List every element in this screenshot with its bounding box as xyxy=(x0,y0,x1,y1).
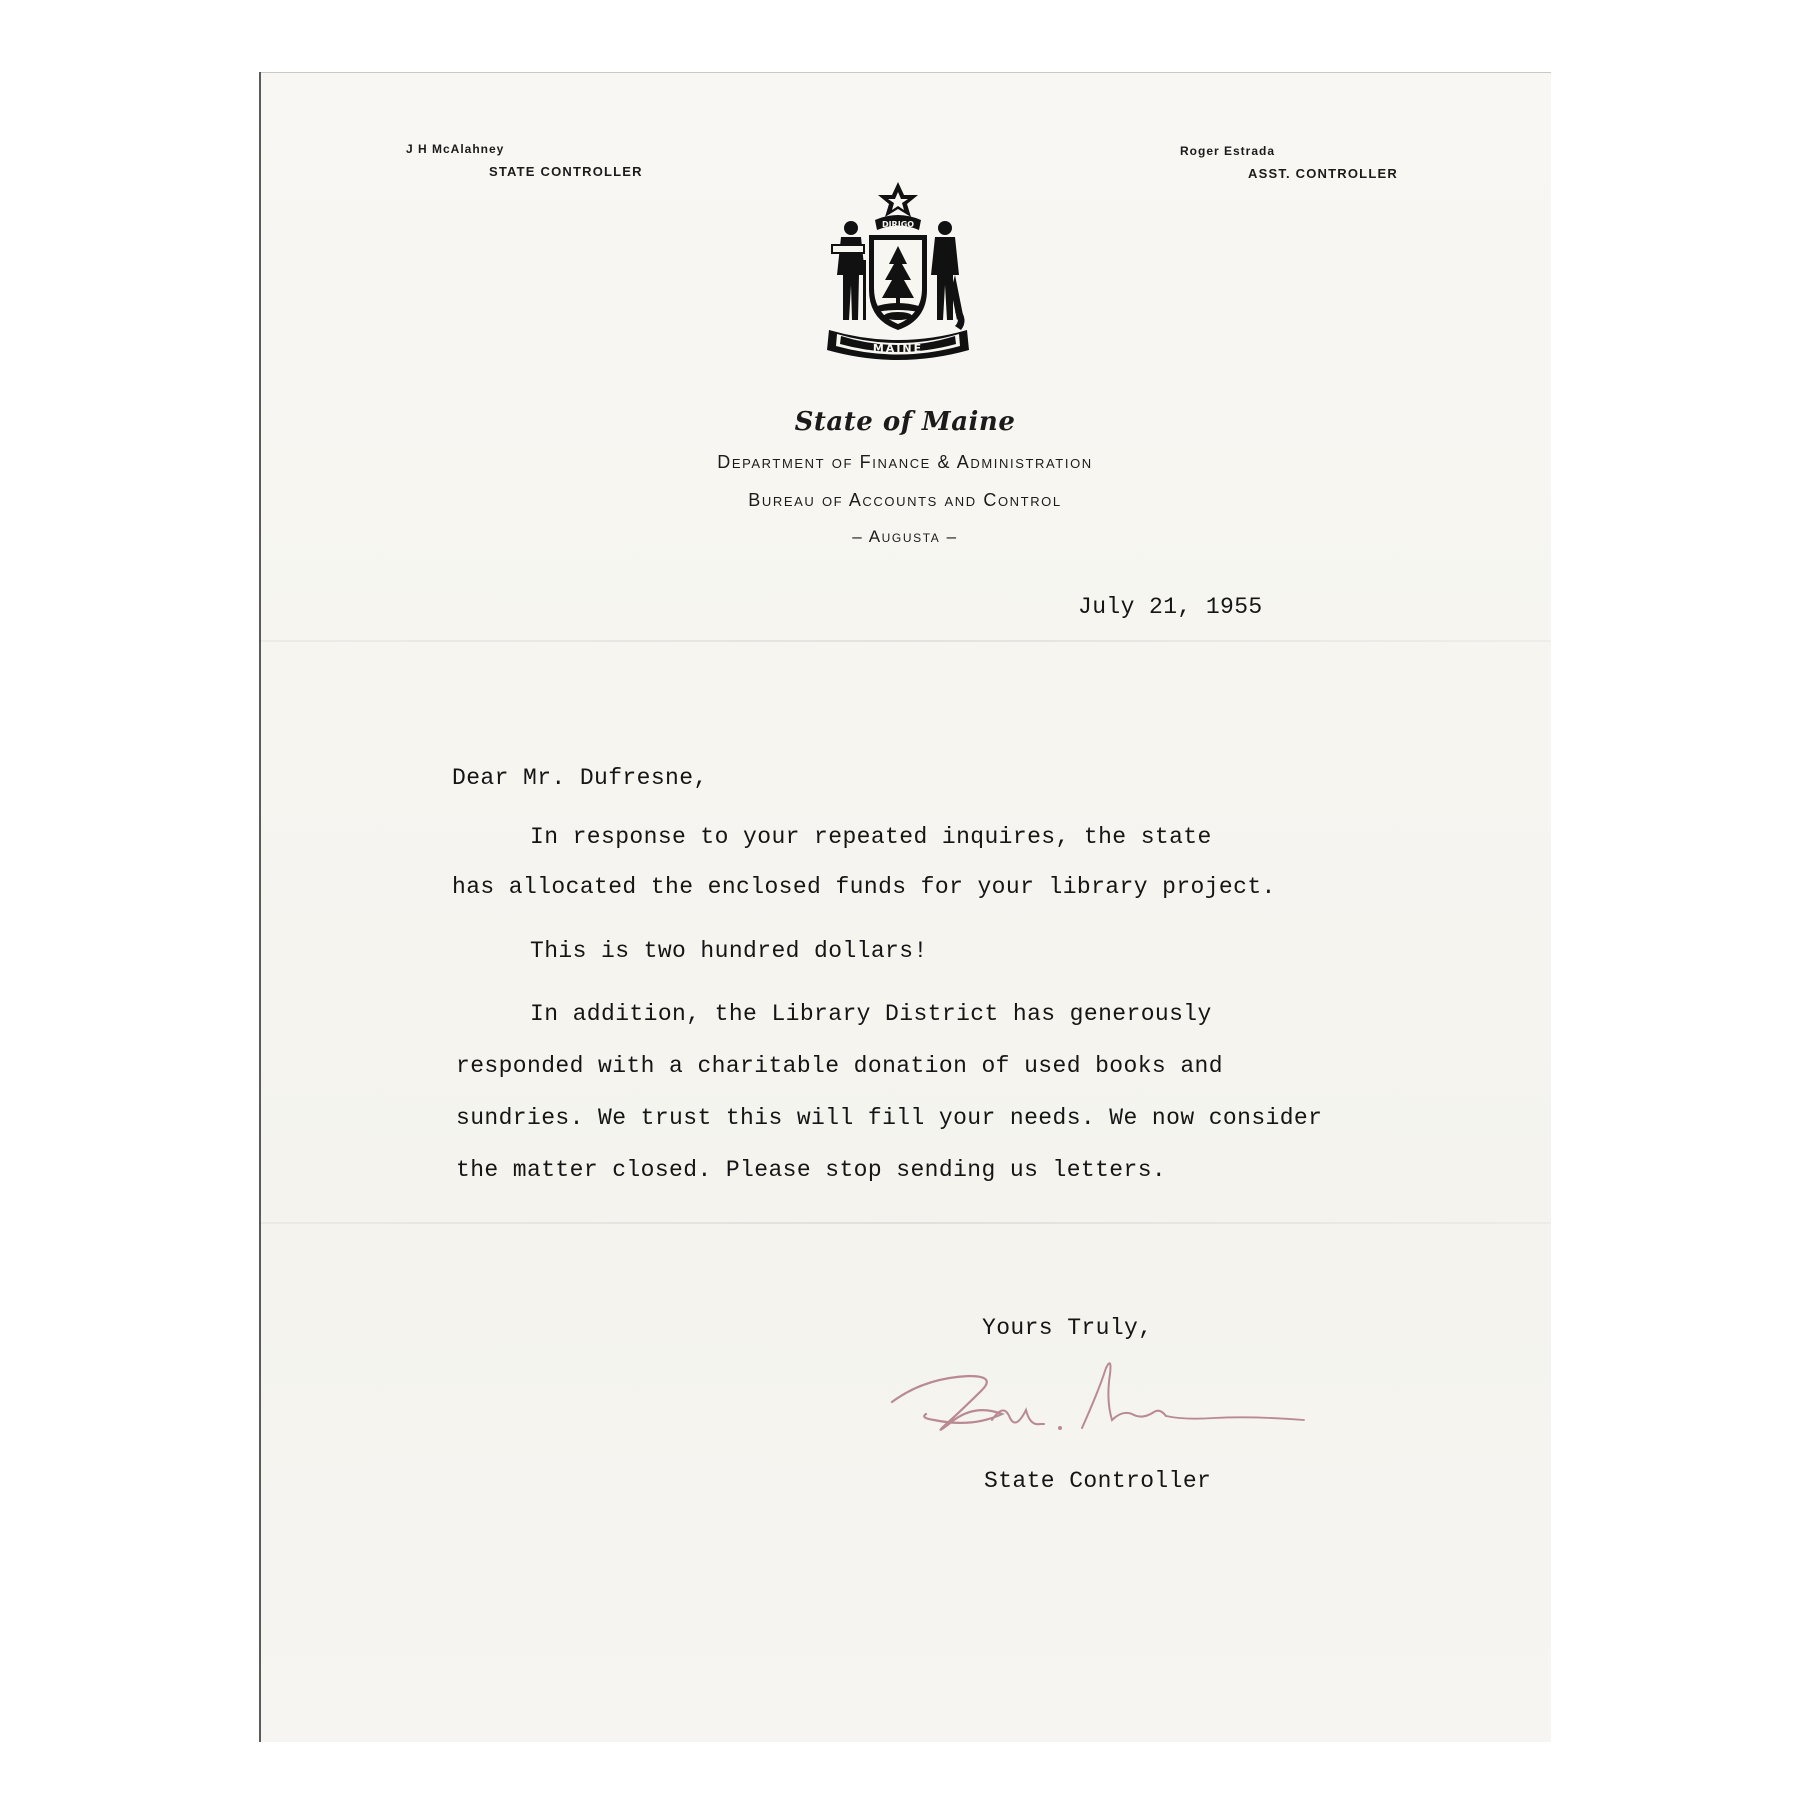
asst-controller-title: ASST. CONTROLLER xyxy=(1248,166,1398,181)
body-line: This is two hundred dollars! xyxy=(530,938,928,964)
paper-fold-line xyxy=(259,1222,1551,1224)
closing: Yours Truly, xyxy=(982,1315,1153,1341)
letter-date: July 21, 1955 xyxy=(1078,594,1263,620)
body-line: the matter closed. Please stop sending us letters. xyxy=(456,1157,1167,1183)
body-line: sundries. We trust this will fill your needs. We now consider xyxy=(456,1105,1323,1131)
body-line: In response to your repeated inquires, the state xyxy=(530,824,1212,850)
city-name: – Augusta – xyxy=(852,527,958,546)
asst-controller-name: Roger Estrada xyxy=(1180,144,1276,158)
signer-title: State Controller xyxy=(984,1468,1212,1494)
bureau-name: Bureau of Accounts and Control xyxy=(748,490,1062,510)
svg-text:MAINE: MAINE xyxy=(872,342,924,355)
body-line: responded with a charitable donation of used books and xyxy=(456,1053,1223,1079)
handwritten-signature-icon xyxy=(884,1350,1324,1470)
body-line: In addition, the Library District has generously xyxy=(530,1001,1212,1027)
controller-title: STATE CONTROLLER xyxy=(489,164,643,179)
paper-fold-line xyxy=(259,640,1551,642)
department-name: Department of Finance & Administration xyxy=(717,452,1093,472)
controller-name: J H McAlahney xyxy=(406,142,505,156)
svg-text:DIRIGO: DIRIGO xyxy=(881,220,915,229)
state-name-heading: State of Maine xyxy=(794,407,1016,437)
salutation: Dear Mr. Dufresne, xyxy=(452,765,708,791)
body-line: has allocated the enclosed funds for your library project. xyxy=(452,874,1276,900)
maine-state-seal-icon xyxy=(823,180,973,365)
letter-page xyxy=(259,72,1551,1742)
